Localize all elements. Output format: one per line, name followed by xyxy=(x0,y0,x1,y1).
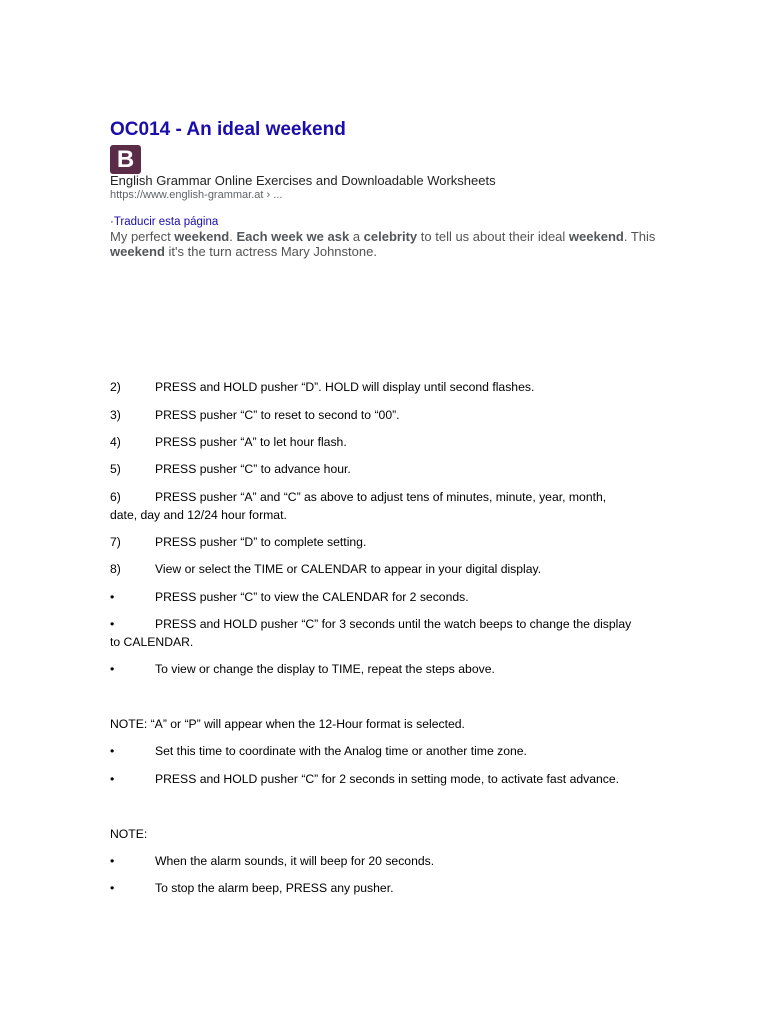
note-bullet: • PRESS and HOLD pusher “C” for 2 seconds in setting mode, to activate fast advance. xyxy=(110,772,620,786)
note-bullet: • To stop the alarm beep, PRESS any pusher. xyxy=(110,881,394,895)
step-item: 5) PRESS pusher “C” to advance hour. xyxy=(110,462,351,476)
search-result xyxy=(110,118,670,259)
result-snippet: My perfect weekend. Each week we ask a celebrity to tell us about their ideal weekend. This weekend it's the turn actress Mary Johnstone. xyxy=(110,229,656,259)
step-item: • PRESS and HOLD pusher “C” for 3 seconds until the watch beeps to change the display to CALENDAR. xyxy=(110,617,632,649)
site-url: https://www.english-grammar.at › ... xyxy=(110,189,283,201)
note-12-hour: NOTE: “A” or “P” will appear when the 12-Hour format is selected. xyxy=(110,717,465,731)
note-bullet: • Set this time to coordinate with the Analog time or another time zone. xyxy=(110,744,527,758)
site-name: English Grammar Online Exercises and Downloadable Worksheets xyxy=(110,173,496,188)
step-item: • To view or change the display to TIME, repeat the steps above. xyxy=(110,662,495,676)
note-alarm: NOTE: xyxy=(110,827,148,841)
translate-page-link[interactable]: ·Traducir esta página xyxy=(110,216,219,228)
step-item: 7) PRESS pusher “D” to complete setting. xyxy=(110,535,367,549)
site-favicon-icon: B xyxy=(110,145,141,174)
note-bullet: • When the alarm sounds, it will beep for 20 seconds. xyxy=(110,854,435,868)
step-item: 8) View or select the TIME or CALENDAR to appear in your digital display. xyxy=(110,562,542,576)
step-item: 4) PRESS pusher “A” to let hour flash. xyxy=(110,435,347,449)
result-title-link[interactable]: OC014 - An ideal weekend xyxy=(110,119,346,140)
step-item: 6) PRESS pusher “A” and “C” as above to adjust tens of minutes, minute, year, month, date, day and 12/24 hour format. xyxy=(110,490,607,522)
step-item: 2) PRESS and HOLD pusher “D”. HOLD will display until second flashes. xyxy=(110,380,535,394)
step-item: • PRESS pusher “C” to view the CALENDAR for 2 seconds. xyxy=(110,590,469,604)
step-item: 3) PRESS pusher “C” to reset to second to “00”. xyxy=(110,408,400,422)
